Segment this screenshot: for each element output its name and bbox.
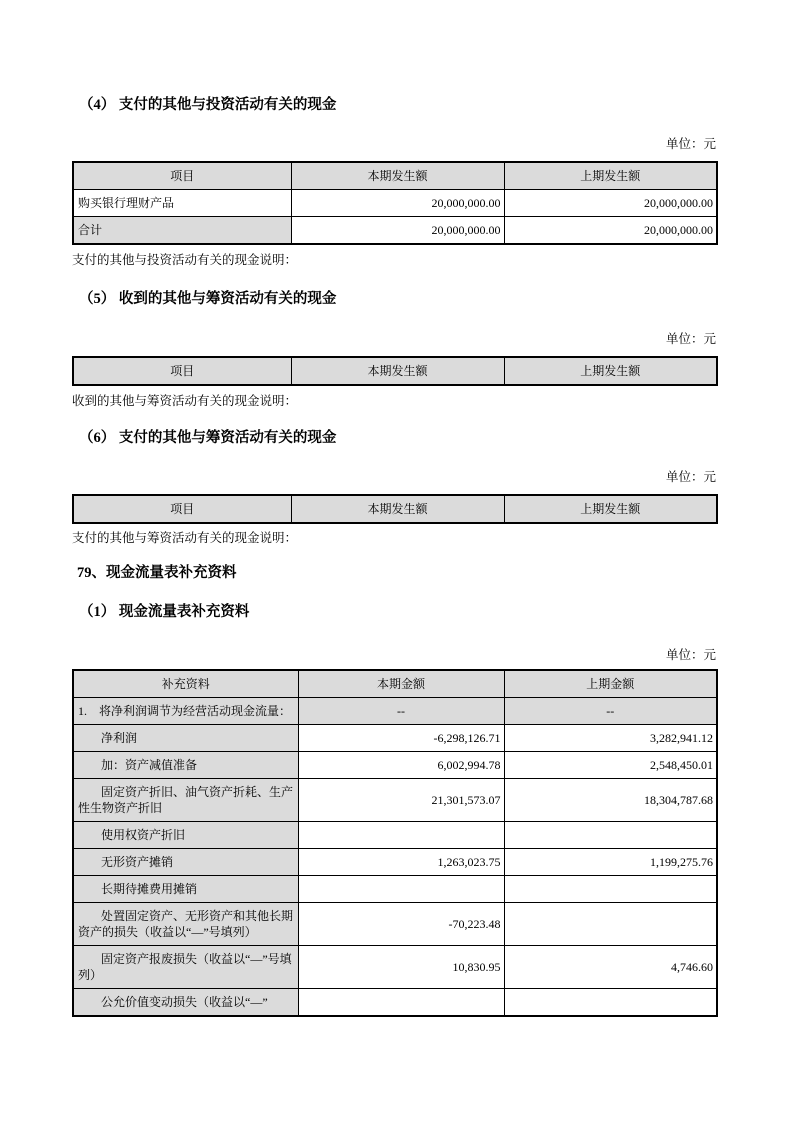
cell-current-amount xyxy=(298,989,504,1017)
cell-current-amount: 20,000,000.00 xyxy=(291,190,504,217)
header-prior-amount: 上期金额 xyxy=(504,670,717,698)
cell-current-amount: 20,000,000.00 xyxy=(291,217,504,245)
cell-prior-amount xyxy=(504,876,717,903)
table-header-row xyxy=(73,495,717,523)
cell-current-amount: 10,830.95 xyxy=(298,946,504,989)
table-row xyxy=(73,989,717,1017)
table-row xyxy=(73,822,717,849)
unit-label: 单位：元 xyxy=(665,648,716,662)
table-row xyxy=(73,903,717,946)
table-row xyxy=(73,946,717,989)
cell-current-amount: 6,002,994.78 xyxy=(298,752,504,779)
table-row xyxy=(73,849,717,876)
section-5-heading: （5） 收到的其他与筹资活动有关的现金 xyxy=(79,291,337,307)
section-4-note: 支付的其他与投资活动有关的现金说明： xyxy=(72,253,298,267)
cell-current-amount: -70,223.48 xyxy=(298,903,504,946)
cell-item-label: 固定资产报废损失（收益以“—”号填列） xyxy=(73,946,298,989)
cell-current-amount xyxy=(298,822,504,849)
header-prior-amount: 上期发生额 xyxy=(504,357,717,385)
cell-prior-amount: 4,746.60 xyxy=(504,946,717,989)
unit-label: 单位：元 xyxy=(665,470,716,484)
unit-label: 单位：元 xyxy=(665,137,716,151)
cell-prior-amount: 3,282,941.12 xyxy=(504,725,717,752)
cell-prior-amount: 2,548,450.01 xyxy=(504,752,717,779)
cell-item-label: 1. 将净利润调节为经营活动现金流量： xyxy=(73,698,298,725)
cell-total-label: 合计 xyxy=(73,217,291,245)
cell-current-amount: 1,263,023.75 xyxy=(298,849,504,876)
table-header-row xyxy=(73,670,717,698)
cell-item-label: 长期待摊费用摊销 xyxy=(73,876,298,903)
cell-prior-amount: 20,000,000.00 xyxy=(504,190,717,217)
unit-label: 单位：元 xyxy=(665,332,716,346)
section-5-note: 收到的其他与筹资活动有关的现金说明： xyxy=(72,394,298,408)
cell-prior-amount: 1,199,275.76 xyxy=(504,849,717,876)
cell-current-amount: -6,298,126.71 xyxy=(298,725,504,752)
header-prior-amount: 上期发生额 xyxy=(504,495,717,523)
section-6-heading: （6） 支付的其他与筹资活动有关的现金 xyxy=(79,430,337,446)
cell-prior-amount: 18,304,787.68 xyxy=(504,779,717,822)
table-header-row xyxy=(73,357,717,385)
cell-item-label: 加：资产减值准备 xyxy=(73,752,298,779)
cell-item-label: 处置固定资产、无形资产和其他长期资产的损失（收益以“—”号填列） xyxy=(73,903,298,946)
table-total-row xyxy=(73,217,717,245)
header-current-amount: 本期发生额 xyxy=(291,357,504,385)
table-row xyxy=(73,698,717,725)
header-supplement-info: 补充资料 xyxy=(73,670,298,698)
table-row xyxy=(73,752,717,779)
cell-item-label: 公允价值变动损失（收益以“—” xyxy=(73,989,298,1017)
cell-prior-amount xyxy=(504,989,717,1017)
header-current-amount: 本期发生额 xyxy=(291,495,504,523)
table-row xyxy=(73,876,717,903)
table-row xyxy=(73,190,717,217)
section-4-heading: （4） 支付的其他与投资活动有关的现金 xyxy=(79,97,337,113)
cash-flow-supplement-table xyxy=(72,669,718,1017)
cell-item-label: 购买银行理财产品 xyxy=(73,190,291,217)
header-item: 项目 xyxy=(73,357,291,385)
header-prior-amount: 上期发生额 xyxy=(504,162,717,190)
cell-prior-amount: -- xyxy=(504,698,717,725)
header-item: 项目 xyxy=(73,162,291,190)
header-item: 项目 xyxy=(73,495,291,523)
section-79-heading: 79、现金流量表补充资料 xyxy=(77,565,237,581)
table-header-row xyxy=(73,162,717,190)
table-row xyxy=(73,725,717,752)
cell-item-label: 固定资产折旧、油气资产折耗、生产性生物资产折旧 xyxy=(73,779,298,822)
table-row xyxy=(73,779,717,822)
cell-current-amount: -- xyxy=(298,698,504,725)
header-current-amount: 本期发生额 xyxy=(291,162,504,190)
cell-current-amount xyxy=(298,876,504,903)
header-current-amount: 本期金额 xyxy=(298,670,504,698)
other-financing-cash-paid-table xyxy=(72,494,718,524)
section-6-note: 支付的其他与筹资活动有关的现金说明： xyxy=(72,531,298,545)
other-investing-cash-paid-table xyxy=(72,161,718,245)
cell-prior-amount xyxy=(504,903,717,946)
cell-prior-amount xyxy=(504,822,717,849)
cell-current-amount: 21,301,573.07 xyxy=(298,779,504,822)
section-79-1-heading: （1） 现金流量表补充资料 xyxy=(79,604,250,620)
cell-item-label: 使用权资产折旧 xyxy=(73,822,298,849)
other-financing-cash-received-table xyxy=(72,356,718,386)
cell-item-label: 无形资产摊销 xyxy=(73,849,298,876)
cell-item-label: 净利润 xyxy=(73,725,298,752)
cell-prior-amount: 20,000,000.00 xyxy=(504,217,717,245)
